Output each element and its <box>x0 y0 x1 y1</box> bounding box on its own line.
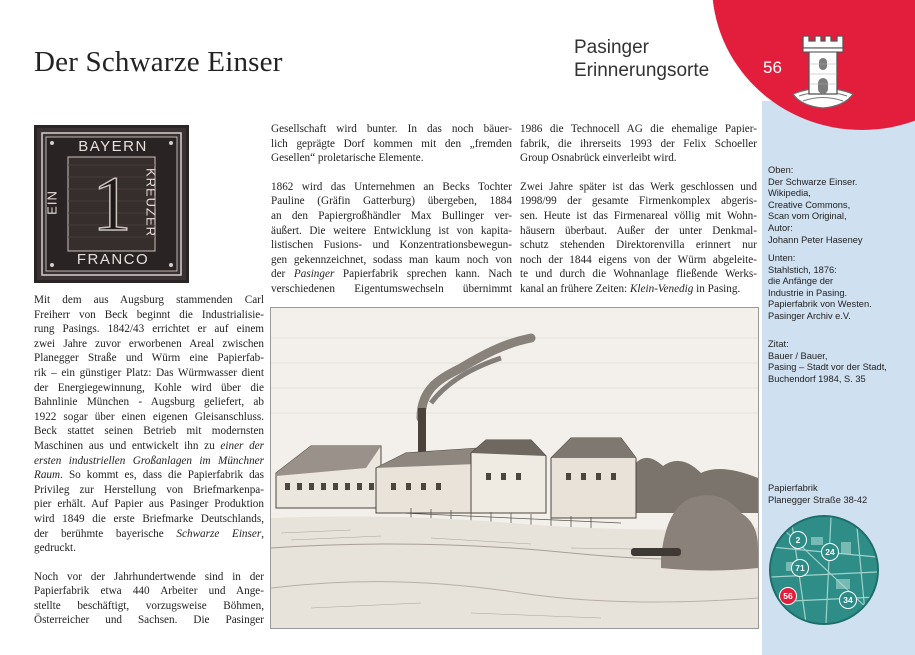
text-line: 1986 die Technocell AG die ehemalige Papier- <box>520 123 757 135</box>
text-line: Group Osnabrück einverleibt wird. <box>520 152 677 165</box>
text-line: Noch vor der Jahrhundertwende sind in der <box>34 570 264 583</box>
text-line: fabrik, die ihrerseits 1993 der Felix Schoeller <box>520 137 757 150</box>
text-line <box>34 468 264 483</box>
stamp-text-top: BAYERN <box>78 138 148 155</box>
caption-line: Der Schwarze Einser. <box>768 176 858 187</box>
caption-line: Papierfabrik <box>768 483 818 493</box>
caption-line: Pasinger Archiv e.V. <box>768 310 851 321</box>
stamp-numeral: 1 <box>92 160 132 247</box>
credits-bottom <box>768 253 872 323</box>
caption-line: die Anfänge der <box>768 276 834 287</box>
text-line: Gesellschaft wird bunter. In das noch bäuer- <box>271 123 512 135</box>
map-marker-34: 34 <box>839 591 857 609</box>
page-number: 56 <box>763 58 782 77</box>
text-line: schutz stehenden Direktorenvilla erinnert nur <box>520 239 757 252</box>
text-line: pier erhält. Auf Papier aus Pasinger Produktion <box>34 498 264 511</box>
text-line: äußert. Die weitere Entwicklung ist von kapita- <box>271 224 512 237</box>
quote-citation <box>768 339 887 385</box>
text-line <box>34 454 264 469</box>
text-line: listischen Fusions- und Konzentrationsbewegun- <box>271 239 512 252</box>
text-line: verschiedenen Eigentumswechseln übernimmt <box>271 282 512 295</box>
text-line: Mit dem aus Augsburg stammenden Carl <box>34 294 264 306</box>
text-line: Bahnlinie München - Augsburg geliefert, ab <box>34 396 264 409</box>
text-line <box>34 439 264 454</box>
col3-paragraph-1 <box>520 122 757 166</box>
text-line: noch der 1844 eigens von der Würm abgeleite- <box>520 253 757 266</box>
caption-line: Autor: <box>768 222 793 233</box>
text-column-3 <box>520 122 757 297</box>
text-line: Beck stattet seinen Betrieb mit modernsten <box>34 425 264 438</box>
credits-top <box>768 165 863 246</box>
text-line: Papierfabrik etwa 440 Arbeiter und Ange- <box>34 585 264 598</box>
stamp-text-right: KREUZER <box>143 167 159 238</box>
text-line: gedruckt. <box>34 542 76 555</box>
text-run: Papierfabrik sprechen kann. Nach <box>334 268 512 281</box>
text-run: , <box>261 527 264 540</box>
text-line: rung Pasings. 1842/43 errichtet er auf einem <box>34 323 264 336</box>
text-line: häusern überbaut. Außer der unter Denkmal- <box>520 224 757 237</box>
map-marker-71: 71 <box>791 559 809 577</box>
caption-line: Industrie in Pasing. <box>768 287 848 298</box>
page-title: Der Schwarze Einser <box>34 46 283 78</box>
text-run: kanal an frühere Zeiten: <box>520 282 630 295</box>
text-line: 1862 wird das Unternehmen an Becks Tochter <box>271 180 512 193</box>
caption-line: Bauer / Bauer, <box>768 350 828 361</box>
text-line: stellte beschäftigt, vorzugsweise Böhmen, <box>34 599 264 612</box>
emphasis-text: Schwarze Einser <box>176 527 262 540</box>
caption-line: Creative Commons, <box>768 199 851 210</box>
text-line: sen. Heute ist das Firmenareal völlig mit Wohn- <box>520 209 757 222</box>
caption-line: Planegger Straße 38-42 <box>768 494 868 505</box>
caption-line: Zitat: <box>768 339 789 349</box>
map-marker-56: 56 <box>779 587 797 605</box>
text-run: der berühmte bayerische <box>34 527 177 540</box>
stamp-text-left: EIN <box>44 190 60 215</box>
map-marker-2: 2 <box>789 531 807 549</box>
stamp-text-bottom: FRANCO <box>76 251 150 268</box>
text-line: 1998/99 der gesamte Firmenkomplex abgeris- <box>520 195 757 208</box>
schwarzer-einser-stamp-image <box>34 125 189 283</box>
col1-paragraph-2 <box>34 570 264 628</box>
location-map <box>769 515 879 625</box>
text-line: zwei Jahre zuvor erworbenen Areal zwischen <box>34 337 264 350</box>
emphasis-text: einer der <box>220 439 265 452</box>
caption-line: Papierfabrik von Westen. <box>768 299 872 310</box>
text-line: an den Papiergroßhändler Max Bullinger ver- <box>271 209 512 222</box>
text-column-2 <box>271 122 512 297</box>
text-line: 1922 sogar über einen eigenen Gleisanschluss. <box>34 410 264 423</box>
col1-paragraph-1 <box>34 293 264 556</box>
text-line <box>520 282 757 297</box>
caption-line: Johann Peter Haseney <box>768 234 863 245</box>
col2-paragraph-2 <box>271 180 512 297</box>
text-line: rik – ein günstiger Platz: Das Würmwasser dient <box>34 366 264 379</box>
caption-line: Oben: <box>768 165 794 175</box>
caption-line: Wikipedia, <box>768 188 811 199</box>
caption-line: Unten: <box>768 253 796 263</box>
emphasis-text: Raum <box>34 469 61 482</box>
text-line <box>34 527 264 542</box>
caption-line: Pasing – Stadt vor der Stadt, <box>768 362 887 373</box>
text-line: Pauline (Gräfin Gatterburg) übergeben, 1884 <box>271 195 512 208</box>
col2-paragraph-1 <box>271 122 512 166</box>
emphasis-text: Klein-Venedig <box>629 282 694 295</box>
series-title-line1: Pasinger <box>574 37 649 58</box>
text-run: Maschinen aus und entwickelt ihn zu <box>34 439 221 452</box>
text-line: Planegger Straße und Würm eine Papierfab- <box>34 352 264 365</box>
text-line: wird 1849 die erste Briefmarke Deutschlands, <box>34 512 264 525</box>
col3-paragraph-2 <box>520 180 757 297</box>
text-run: in Pasing. <box>693 282 741 295</box>
text-line: Privileg zur Herstellung von Briefmarkenpa- <box>34 483 264 496</box>
text-line: te und durch die Wohnanlage fließende Werks- <box>520 268 757 281</box>
pasing-crest-icon <box>785 24 861 110</box>
map-marker-24: 24 <box>821 543 839 561</box>
text-line: lich geprägte Dorf kommen mit den „fremden <box>271 137 512 150</box>
text-run: . So kommt es, dass die Papierfabrik das <box>60 469 264 482</box>
caption-line: Stahlstich, 1876: <box>768 264 837 275</box>
emphasis-text: ersten industriellen Großanlagen im Münchner <box>34 454 264 467</box>
caption-line: Scan vom Original, <box>768 211 847 222</box>
text-line <box>271 267 512 282</box>
location-address <box>768 483 867 506</box>
text-line: der Energiegewinnung, Kohle wird über die <box>34 381 264 394</box>
emphasis-text: Pasinger <box>293 268 335 281</box>
text-line: Gesellen“ proletarische Elemente. <box>271 152 424 165</box>
text-run: der <box>271 268 294 281</box>
series-title <box>574 36 709 82</box>
series-title-line2: Erinnerungsorte <box>574 60 710 81</box>
paper-factory-engraving-image <box>270 307 759 629</box>
text-line: Zwei Jahre später ist das Werk geschlossen und <box>520 180 757 193</box>
text-line: Österreicher und Sachsen. Die Pasinger <box>34 614 264 627</box>
text-line: Freiherr von Beck beginnt die Industrialisie- <box>34 308 264 321</box>
caption-line: Buchendorf 1984, S. 35 <box>768 373 866 384</box>
text-column-1 <box>34 293 264 628</box>
text-line: gen gekennzeichnet, sodass man kaum noch von <box>271 253 512 266</box>
